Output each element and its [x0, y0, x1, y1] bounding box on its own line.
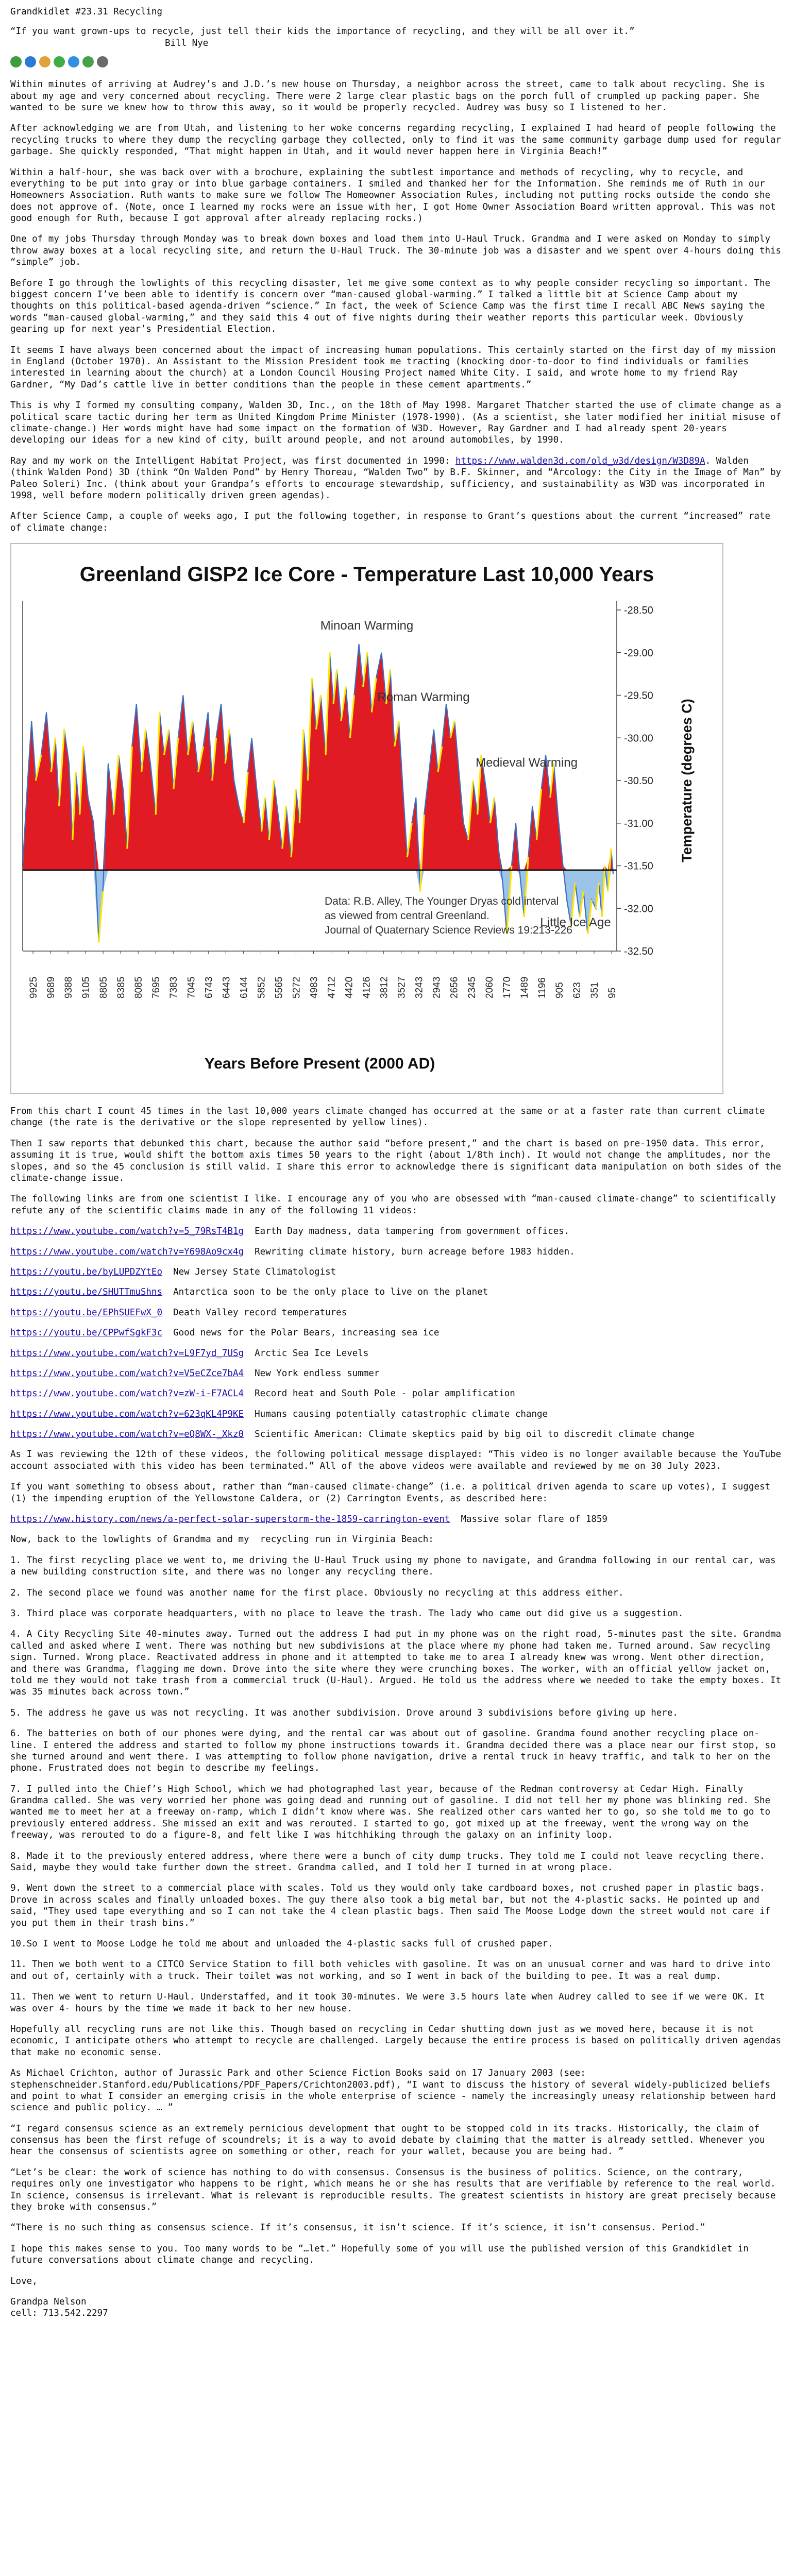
video-link-row: [10, 1429, 784, 1440]
video-link-row: [10, 1368, 784, 1379]
globe-icon: [25, 56, 36, 67]
y-tick-label: -31.50: [624, 860, 653, 872]
x-tick-label: 9105: [81, 976, 92, 999]
walden-paragraph: [10, 455, 787, 502]
story-paragraph-2: 2. The second place we found was another name for the first place. Obviously no recycling at this address either.: [10, 1587, 624, 1598]
y-tick-label: -32.50: [624, 946, 653, 958]
paragraph-1: After acknowledging we are from Utah, and listening to her woke concerns regarding recycling, I explained I had heard of people following the recycling trucks to where they dump the recycling garbage they collected, only to find it was the same community garbage dump used for regular garbage. She quickly responded, “That might happen in Utah, and it would never happen here in Virginia Beach!”: [10, 123, 787, 157]
video-desc: New Jersey State Climatologist: [173, 1266, 336, 1277]
x-tick-label: 1196: [536, 977, 548, 999]
x-tick-label: 2943: [431, 976, 443, 999]
chart-paragraph-2: The following links are from one scientist I like. I encourage any of you who are obsessed with “man-caused climate-change” to scientifically refute any of the scientific claims made in any of the following 11 videos:: [10, 1194, 782, 1216]
video-desc: Death Valley record temperatures: [173, 1307, 347, 1318]
story-paragraph-0: Now, back to the lowlights of Grandma and my recycling run in Virginia Beach:: [10, 1534, 434, 1545]
story-paragraph-3: 3. Third place was corporate headquarters, with no place to leave the trash. The lady who came out did give us a suggestion.: [10, 1608, 684, 1619]
y-tick-label: -32.00: [624, 903, 653, 915]
x-tick-label: 351: [589, 982, 600, 999]
video-link-row: [10, 1246, 784, 1258]
mid-paragraph-1: If you want something to obsess about, rather than “man-caused climate-change” (i.e. a political driven agenda to scare up votes), I suggest (1) the impending eruption of the Yellowstone Caldera, or (2) Carrington Events, as described here:: [10, 1482, 776, 1504]
x-tick-label: 1770: [501, 976, 513, 999]
story-paragraph-16: “Let’s be clear: the work of science has nothing to do with consensus. Consensus is the business of politics. Science, on the contrary, requires only one investigator who happens to be right, which means he or she has results that are verifiable by reference to the real world. In science, consensus is irrelevant. What is relevant is reproducible results. The greatest scientists in history are great precisely because they broke with consensus.”: [10, 2167, 782, 2213]
video-desc: Antarctica soon to be the only place to live on the planet: [173, 1287, 488, 1298]
video-desc: Good news for the Polar Bears, increasing sea ice: [173, 1328, 440, 1338]
video-link-list: [10, 1226, 784, 1440]
recycling-run-section: [10, 1534, 787, 2266]
x-tick-label: 6144: [239, 976, 250, 999]
annotation-label: Minoan Warming: [320, 619, 414, 633]
quote-author: Bill Nye: [165, 38, 209, 48]
x-tick-label: 5565: [274, 976, 285, 999]
ice-core-chart: [10, 543, 723, 1094]
video-link-row: [10, 1388, 784, 1399]
story-paragraph-9: 9. Went down the street to a commercial place with scales. Told us they would only take cardboard boxes, not crushed paper in plastic bags. Drove in across scales and finally unloaded boxes. The guy there also took a big metal bar, but not the 4-plastic sacks. He pointed up and said, “They used tape everything and so I can not take the 4 clean plastic bags. Then said The Moose Lodge down the street would not care if you put them in their trash bins.”: [10, 1883, 776, 1928]
paragraph-4: Before I go through the lowlights of this recycling disaster, let me give some context as to why people consider recycling so important. The biggest concern I’ve been able to identify is concern over “man-caused global-warming.” I talked a little bit at Science Camp about my thoughts on this political-based agenda-driven “science.” In fact, the week of Science Camp was the first time I recall ABC News saying the words “man-caused global-warming,” and they said this 4 out of five nights during their weather reports this particular week. Obviously gearing up for next year’s Presidential Election.: [10, 278, 776, 335]
story-paragraph-14: As Michael Crichton, author of Jurassic Park and other Science Fiction Books said on 17 January 2003 (see: stephenschneider.Stanford.edu/Publications/PDF_Papers/Crichton2003.pdf), “I want to discuss the history of several widely-publicized beliefs and point to what I consider an emerging crisis in the whole enterprise of science - namely the increasingly uneasy relationship between hard science and public policy. … ”: [10, 2068, 782, 2113]
x-tick-label: 4983: [309, 976, 320, 999]
y-tick-label: -28.50: [624, 605, 653, 617]
story-paragraph-6: 6. The batteries on both of our phones were dying, and the rental car was about out of gasoline. Grandma found another recycling place on-line. I entered the address and started to follow my phone instructions towards it. Grandma decided there was a place near our first stop, so she turned around and went there. I was attempting to follow phone navigation, drive a rental truck in heavy traffic, and talk to her on the phone. Frustrated does not begin to describe my feelings.: [10, 1728, 782, 1774]
x-tick-label: 4126: [361, 976, 373, 999]
after-camp-paragraph: After Science Camp, a couple of weeks ago, I put the following together, in response to Grant’s questions about the current “increased” rate of climate change:: [10, 511, 776, 533]
x-tick-label: 8805: [98, 976, 110, 999]
quote-text: “If you want grown-ups to recycle, just tell their kids the importance of recycling, and they will be all over it.”: [10, 26, 635, 37]
x-tick-label: 7045: [186, 976, 197, 999]
story-paragraph-8: 8. Made it to the previously entered address, where there were a bunch of city dump trucks. They told me I could not leave recycling there. Said, maybe they would take further down the street. Grandma called, and I told her I turned in at wrong place.: [10, 1851, 771, 1873]
y-axis-label: Temperature (degrees C): [679, 699, 695, 862]
video-link[interactable]: https://youtu.be/byLUPDZYtEo: [10, 1266, 163, 1277]
bin-icon: [97, 56, 108, 67]
gear-icon: [39, 56, 50, 67]
chart-paragraph-0: From this chart I count 45 times in the last 10,000 years climate changed has occurred at the same or at a faster rate than current climate change (the rate is the derivative or the slope represented by yellow lines).: [10, 1106, 771, 1128]
emoji-row: [10, 56, 784, 67]
video-link[interactable]: https://www.youtube.com/watch?v=623qKL4P9KE: [10, 1409, 244, 1419]
x-tick-label: 9925: [28, 976, 39, 999]
signature-name: Grandpa Nelson: [10, 2296, 87, 2307]
truck-icon: [82, 56, 94, 67]
video-link-row: [10, 1226, 784, 1237]
source-note-line: Data: R.B. Alley, The Younger Dryas cold interval: [325, 895, 559, 908]
story-paragraph-12: 11. Then we went to return U-Haul. Understaffed, and it took 30-minutes. We were 3.5 hours late when Audrey called to see if we were OK. It was over 4- hours by the time we made it back to her new house.: [10, 1992, 771, 2014]
video-link[interactable]: https://youtu.be/CPPwfSgkF3c: [10, 1328, 163, 1338]
x-axis-label: Years Before Present (2000 AD): [204, 1055, 435, 1073]
source-note-line: as viewed from central Greenland.: [325, 910, 489, 922]
signature-phone: cell: 713.542.2297: [10, 2308, 108, 2319]
drop-icon: [68, 56, 79, 67]
video-link-row: [10, 1286, 784, 1298]
story-paragraph-17: “There is no such thing as consensus science. If it’s consensus, it isn’t science. If it’s science, it isn’t consensus. Period.”: [10, 2223, 705, 2233]
video-link[interactable]: https://www.youtube.com/watch?v=L9F7yd_7USg: [10, 1348, 244, 1359]
document-title: Grandkidlet #23.31 Recycling: [10, 7, 163, 17]
story-paragraph-13: Hopefully all recycling runs are not like this. Though based on recycling in Cedar shutting down just as we moved here, because it is not economic, I anticipate others who attempt to recycle are challenged. Largely because the entire process is based on politically driven agendas that make no economic sense.: [10, 2024, 787, 2058]
source-note-line: Journal of Quaternary Science Reviews 19:213-226: [325, 924, 572, 937]
video-link-row: [10, 1307, 784, 1318]
story-paragraph-7: 7. I pulled into the Chief’s High School, which we had photographed last year, because of the Redman controversy at Cedar High. Finally Grandma called. She was very worried her phone was going dead and running out of gasoline. I did not tell her my phone was blinking red. She wanted me to meet her at a freeway on-ramp, which I didn’t know where was. She realized other cars wanted her to go, so she told me to go to previously entered address. She missed an exit and was rerouted. I started to go, got mixed up at the freeway, went the wrong way on the freeway, was rerouted to do a figure-8, and felt like I was hitchhiking through the galaxy on an infinity loop.: [10, 1784, 776, 1841]
video-link-row: [10, 1266, 784, 1278]
chart-paragraph-1: Then I saw reports that debunked this chart, because the author said “before present,” and the chart is based on pre-1950 data. This error, assuming it is true, would shift the bottom axis times 50 years to the right (about 1/8th inch). It would not change the amplitudes, nor the slopes, and so the 45 conclusion is still valid. I share this error to acknowledge there is significant data manipulation on both sides of the climate-change issue.: [10, 1138, 787, 1184]
video-desc: Earth Day madness, data tampering from government offices.: [255, 1226, 570, 1237]
carrington-row: [10, 1514, 784, 1525]
walden-link[interactable]: https://www.walden3d.com/old_w3d/design/W3D89A: [455, 455, 705, 466]
video-link[interactable]: https://www.youtube.com/watch?v=eQ8WX-_Xkz0: [10, 1429, 244, 1440]
video-link[interactable]: https://www.youtube.com/watch?v=zW-i-F7ACL4: [10, 1388, 244, 1399]
x-tick-label: 6443: [221, 976, 232, 999]
x-tick-label: 623: [571, 982, 583, 999]
walden-text-before: Ray and my work on the Intelligent Habitat Project, was first documented in 1990:: [10, 455, 455, 466]
video-link-row: [10, 1348, 784, 1359]
video-link-row: [10, 1327, 784, 1338]
story-paragraph-10: 10.So I went to Moose Lodge he told me about and unloaded the 4-plastic sacks full of crushed paper.: [10, 1938, 553, 1949]
x-tick-label: 4712: [326, 976, 337, 999]
recycle-icon: [10, 56, 22, 67]
leaf-icon: [54, 56, 65, 67]
x-tick-label: 1489: [519, 976, 530, 999]
x-tick-label: 3527: [396, 976, 408, 999]
annotation-label: Medieval Warming: [476, 756, 578, 770]
paragraph-3: One of my jobs Thursday through Monday was to break down boxes and load them into U-Haul Truck. Grandma and I were asked on Monday to simply throw away boxes at a local recycling site, and return the U-Haul Truck. The 30-minute job was a disaster and we spent over 4-hours doing this “simple” job.: [10, 234, 787, 268]
video-link[interactable]: https://youtu.be/SHUTTmuShns: [10, 1287, 163, 1298]
story-paragraph-5: 5. The address he gave us was not recycling. It was another subdivision. Drove around 3 subdivisions before giving up here.: [10, 1707, 678, 1718]
story-paragraph-15: “I regard consensus science as an extremely pernicious development that ought to be stopped cold in its tracks. Historically, the claim of consensus has been the first refuge of scoundrels; it is a way to avoid debate by claiming that the matter is already settled. Whenever you hear the consensus of scientists agree on something or other, reach for your wallet, because you are being had. ”: [10, 2123, 771, 2157]
story-paragraph-18: I hope this makes sense to you. Too many words to be “…let.” Hopefully some of you will use the published version of this Grandkidlet in future conversations about climate change and recycling.: [10, 2243, 754, 2266]
annotation-label: Roman Warming: [377, 690, 470, 705]
x-tick-label: 5852: [256, 976, 267, 999]
video-desc: New York endless summer: [255, 1368, 380, 1379]
video-desc: Rewriting climate history, burn acreage before 1983 hidden.: [255, 1246, 575, 1257]
paragraph-0: Within minutes of arriving at Audrey’s and J.D.’s new house on Thursday, a neighbor across the street, came to talk about recycling. She is about my age and very concerned about recycling. There were 2 large clear plastic bags on the porch full of crumpled up packing paper. She wanted to be sure we knew how to throw this away, so it would be properly recycled. Audrey was busy so I listened to her.: [10, 79, 771, 113]
story-paragraph-4: 4. A City Recycling Site 40-minutes away. Turned out the address I had put in my phone was on the right road, 5-minutes past the site. Grandma called and asked where I went. There was nothing but new subdivisions at the place where my phone had taken me. Turned around. Saw recycling sign. Turned. Wrong place. Reactivated address in phone and it attempted to take me to area I already knew was wrong. Went other direction, and there was Grandma, flagging me down. Drove into the site where they were crunching boxes. The worker, with an official yellow jacket on, told me they would not take trash from a commercial truck (U-Haul). Argued. He told us the address where we needed to take the empty boxes. It was 35 minutes back across town.”: [10, 1629, 787, 1698]
video-desc: Humans causing potentially catastrophic climate change: [255, 1409, 548, 1419]
y-tick-label: -30.00: [624, 733, 653, 744]
video-link[interactable]: https://www.youtube.com/watch?v=V5eCZce7bA4: [10, 1368, 244, 1379]
opening-quote: [10, 26, 784, 49]
x-tick-label: 9689: [46, 976, 57, 999]
y-tick-label: -29.00: [624, 647, 653, 659]
video-link[interactable]: https://www.youtube.com/watch?v=Y698Ao9cx4g: [10, 1246, 244, 1257]
carrington-desc: Massive solar flare of 1859: [461, 1514, 607, 1525]
x-tick-label: 8385: [116, 976, 127, 999]
y-tick-label: -30.50: [624, 775, 653, 787]
mid-paragraph-0: As I was reviewing the 12th of these videos, the following political message displayed: “This video is no longer available because the YouTube account associated with this video has been terminated.” All of the above videos were available and reviewed by me on 30 July 2023.: [10, 1449, 787, 1471]
x-tick-label: 8085: [133, 976, 145, 999]
paragraph-6: This is why I formed my consulting company, Walden 3D, Inc., on the 18th of May 1998. Margaret Thatcher started the use of climate change as a political scare tactic during her term as United Kingdom Prime Minister (1978-1990). (As a scientist, she later modified her initial misuse of climate-change.) Her words might have had some impact on the formation of W3D. However, Ray Gardner and I had already spent 20-years developing our ideas for a new kind of city, built around people, and not around automobiles, by 1990.: [10, 400, 787, 446]
x-tick-label: 95: [607, 987, 618, 999]
y-tick-label: -31.00: [624, 818, 653, 829]
x-tick-label: 2345: [466, 976, 478, 999]
video-link[interactable]: https://www.youtube.com/watch?v=5_79RsT4B1g: [10, 1226, 244, 1237]
video-desc: Arctic Sea Ice Levels: [255, 1348, 369, 1359]
paragraph-5: It seems I have always been concerned about the impact of increasing human populations. This certainly started on the first day of my mission in England (October 1970). An Assistant to the Mission President took me tracting (knocking door-to-door to find individuals or families interested in learning about the church) at a London Council Housing Project named White City. I said, and wrote home to my friend Ray Gardner, “My Dad’s cattle live in better conditions than the people in these cement apartments.”: [10, 345, 782, 390]
closing: Love,: [10, 2276, 38, 2286]
x-tick-label: 905: [554, 982, 565, 999]
annotation-label: Little Ice Age: [540, 916, 611, 930]
walden-text-after: . Walden (think Walden Pond) 3D (think “On Walden Pond” by Henry Thoreau, “Walden Two” by B.F. Skinner, and “Arcology: the City in the Image of Man” by Paleo Soleri) Inc. (think about your Grandpa’s efforts to encourage stewardship, sufficiency, and sustainability as W3D was incorporated in 1998, well before modern politically driven green agendas).: [10, 455, 787, 501]
intro-section: [10, 79, 787, 446]
x-tick-label: 2060: [484, 976, 495, 999]
x-tick-label: 7383: [168, 976, 180, 999]
x-tick-label: 4420: [344, 976, 355, 999]
mid-section: [10, 1449, 787, 1504]
video-link[interactable]: https://youtu.be/EPhSUEFwX_0: [10, 1307, 163, 1318]
x-tick-label: 3812: [379, 976, 390, 999]
paragraph-2: Within a half-hour, she was back over with a brochure, explaining the subtlest importance and methods of recycling, why to recycle, and everything to be put into gray or into blue garbage containers. I smiled and thanked her for the Information. She reminds me of Ruth in our Homeowners Association. Ruth wants to make sure we follow The Homeowner Association Rules, including not putting rocks outside the condo she does not approve of. (Note, once I learned my rocks were an issue with her, I got Home Owner Association Board written approval. This was not good enough for Ruth, because I got approval after already replacing rocks.): [10, 167, 782, 224]
story-paragraph-11: 11. Then we both went to a CITCO Service Station to fill both vehicles with gasoline. It was on an unusual corner and was hard to drive into and out of, certainly with a truck. Their toilet was not working, and so I went in back of the building to pee. It was a real dump.: [10, 1959, 776, 1981]
x-tick-label: 6743: [204, 976, 215, 999]
chart-title: Greenland GISP2 Ice Core - Temperature Last 10,000 Years: [79, 563, 654, 586]
carrington-link[interactable]: https://www.history.com/news/a-perfect-solar-superstorm-the-1859-carrington-event: [10, 1514, 450, 1525]
x-tick-label: 5272: [291, 976, 302, 999]
chart-discussion: [10, 1106, 787, 1216]
x-tick-label: 3243: [414, 976, 425, 999]
y-tick-label: -29.50: [624, 690, 653, 702]
chart-svg: [11, 544, 722, 1093]
video-desc: Record heat and South Pole - polar amplification: [255, 1388, 515, 1399]
video-link-row: [10, 1409, 784, 1420]
x-tick-label: 7695: [151, 976, 162, 999]
story-paragraph-1: 1. The first recycling place we went to, me driving the U-Haul Truck using my phone to navigate, and Grandma following in our rental car, was a new building construction site, and there was no longer any recycling there.: [10, 1555, 782, 1578]
x-tick-label: 2656: [449, 976, 460, 999]
video-desc: Scientific American: Climate skeptics paid by big oil to discredit climate change: [255, 1429, 695, 1440]
x-tick-label: 9388: [63, 976, 75, 999]
